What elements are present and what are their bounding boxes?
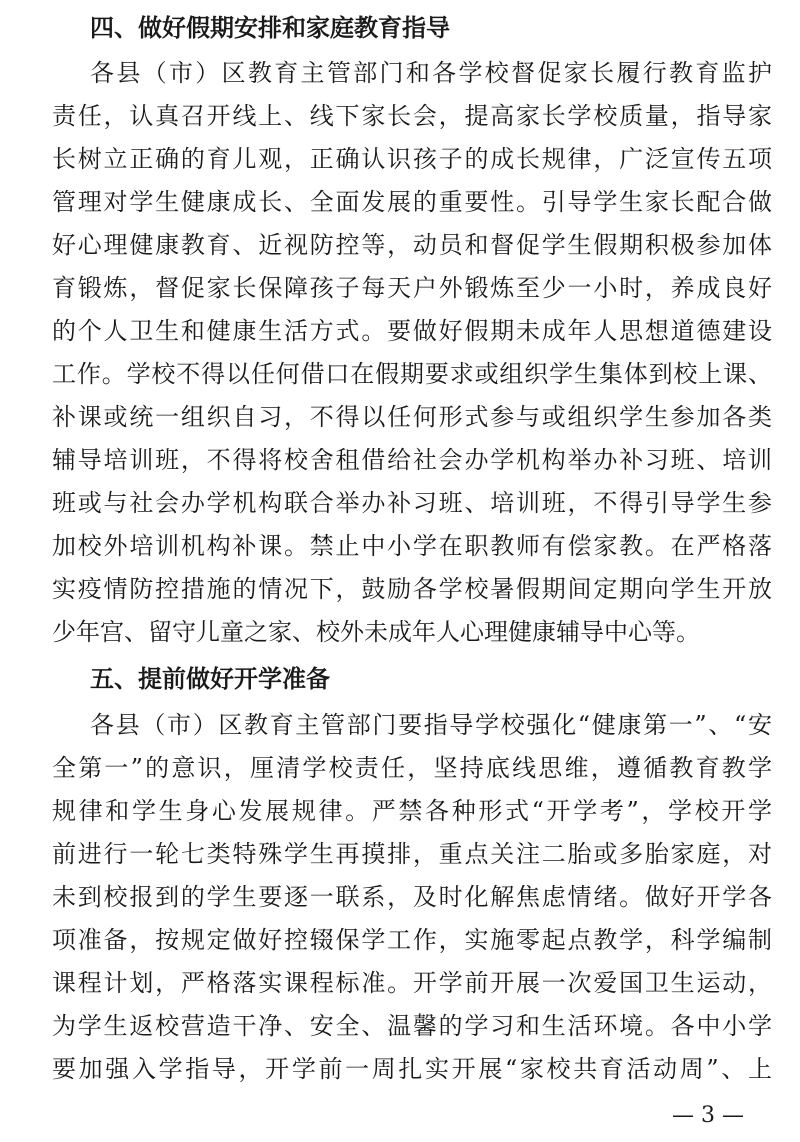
paragraph-line: 加校外培训机构补课。禁止中小学在职教师有偿家教。在严格落 bbox=[52, 532, 772, 560]
section-heading-4: 四、做好假期安排和家庭教育指导 bbox=[90, 14, 450, 42]
paragraph-line: 好心理健康教育、近视防控等，动员和督促学生假期积极参加体 bbox=[52, 231, 772, 259]
paragraph-line: 各县（市）区教育主管部门要指导学校强化“健康第一”、“安 bbox=[90, 711, 772, 739]
paragraph-line: 规律和学生身心发展规律。严禁各种形式“开学考”，学校开学 bbox=[52, 797, 772, 825]
paragraph-line: 前进行一轮七类特殊学生再摸排，重点关注二胎或多胎家庭，对 bbox=[52, 840, 772, 868]
paragraph-line: 全第一”的意识，厘清学校责任，坚持底线思维，遵循教育教学 bbox=[52, 754, 772, 782]
paragraph-line: 未到校报到的学生要逐一联系，及时化解焦虑情绪。做好开学各 bbox=[52, 883, 772, 911]
paragraph-line: 项准备，按规定做好控辍保学工作，实施零起点教学，科学编制 bbox=[52, 926, 772, 954]
paragraph-line: 补课或统一组织自习，不得以任何形式参与或组织学生参加各类 bbox=[52, 403, 772, 431]
paragraph-line: 工作。学校不得以任何借口在假期要求或组织学生集体到校上课、 bbox=[52, 360, 772, 388]
paragraph-line: 课程计划，严格落实课程标准。开学前开展一次爱国卫生运动， bbox=[52, 969, 772, 997]
paragraph-line: 责任，认真召开线上、线下家长会，提高家长学校质量，指导家 bbox=[52, 102, 772, 130]
paragraph-line: 要加强入学指导，开学前一周扎实开展“家校共育活动周”、上 bbox=[52, 1055, 772, 1083]
section-heading-5: 五、提前做好开学准备 bbox=[90, 665, 330, 693]
paragraph-line: 长树立正确的育儿观，正确认识孩子的成长规律，广泛宣传五项 bbox=[52, 145, 772, 173]
paragraph-line: 育锻炼，督促家长保障孩子每天户外锻炼至少一小时，养成良好 bbox=[52, 274, 772, 302]
paragraph-line: 各县（市）区教育主管部门和各学校督促家长履行教育监护 bbox=[90, 59, 772, 87]
paragraph-line: 管理对学生健康成长、全面发展的重要性。引导学生家长配合做 bbox=[52, 188, 772, 216]
paragraph-line: 的个人卫生和健康生活方式。要做好假期未成年人思想道德建设 bbox=[52, 317, 772, 345]
paragraph-line: 为学生返校营造干净、安全、温馨的学习和生活环境。各中小学 bbox=[52, 1012, 772, 1040]
paragraph-line: 班或与社会办学机构联合举办补习班、培训班，不得引导学生参 bbox=[52, 489, 772, 517]
paragraph-line: 少年宫、留守儿童之家、校外未成年人心理健康辅导中心等。 bbox=[52, 618, 700, 646]
paragraph-line: 实疫情防控措施的情况下，鼓励各学校暑假期间定期向学生开放 bbox=[52, 575, 772, 603]
page-number: — 3 — bbox=[672, 1103, 744, 1128]
paragraph-line: 辅导培训班，不得将校舍租借给社会办学机构举办补习班、培训 bbox=[52, 446, 772, 474]
